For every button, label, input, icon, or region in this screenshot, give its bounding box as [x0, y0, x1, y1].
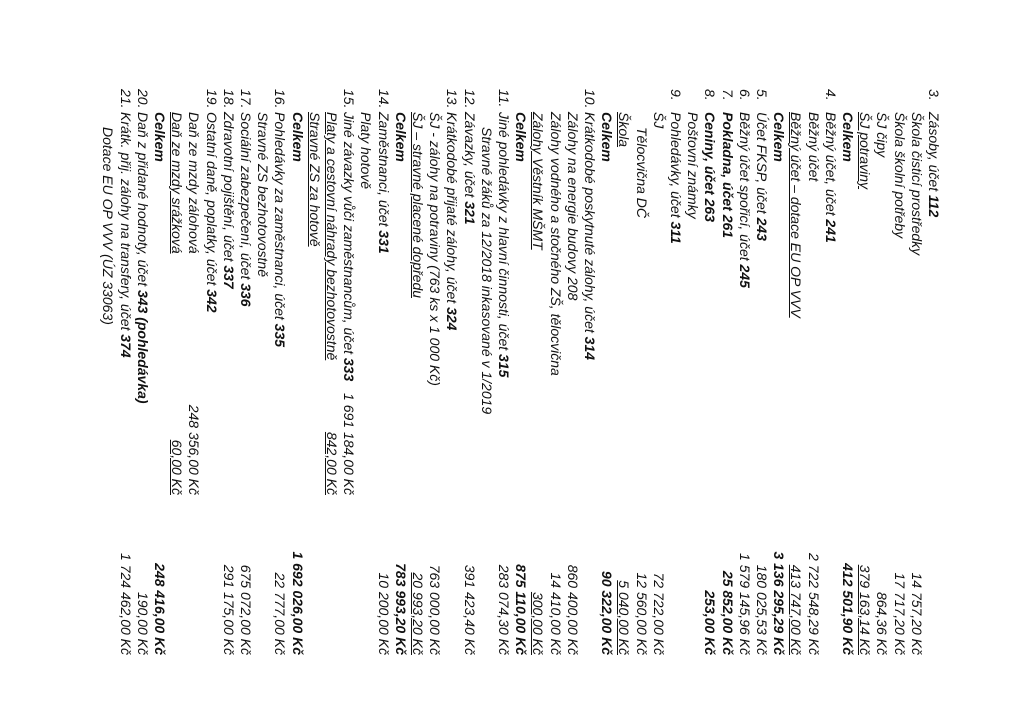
row-label [649, 112, 668, 128]
amount: 10 200,00 Kč [375, 572, 392, 655]
account-number: 333 [341, 357, 358, 382]
account-number: 342 [203, 289, 220, 313]
row-label-text: Krátk. přij. zálohy na transfery, účet [117, 112, 134, 335]
ledger-row [167, 85, 186, 685]
row-label-text: Škola [616, 112, 633, 148]
ledger-row [253, 85, 272, 685]
amount: 412 501,90 Kč [840, 563, 856, 655]
ledger-row [98, 85, 117, 685]
ledger-row [752, 85, 771, 685]
row-number: 6. [736, 89, 753, 101]
row-label-text: Sociální zabezpečení, účet [238, 112, 254, 284]
row-number: 11. [496, 89, 512, 108]
ledger-row [511, 85, 530, 685]
account-number: 343 (pohledávka) [134, 289, 151, 404]
row-number: 3. [926, 89, 942, 101]
row-label [666, 112, 685, 244]
row-label [838, 112, 857, 162]
row-label [614, 112, 633, 147]
row-number: 8. [702, 89, 719, 101]
row-label [184, 112, 203, 254]
row-label [907, 112, 926, 255]
row-label [700, 112, 719, 222]
row-label-text: Škola školní potřeby [891, 112, 908, 239]
row-label-text: Účet FKSP, účet [754, 112, 770, 218]
amount: 291 175,00 Kč [220, 564, 237, 655]
subamount: 1 691 184,00 Kč [341, 393, 358, 495]
account-number: 241 [822, 219, 839, 243]
row-label-text: Platy hotově [358, 112, 375, 190]
row-label [150, 112, 169, 162]
row-label-text: Zálohy vodného a stočného ZŠ, tělocvična [547, 112, 564, 376]
row-label-text: ŠJ čipy [874, 112, 891, 158]
row-label [116, 112, 135, 358]
row-label [219, 112, 238, 289]
row-label [425, 112, 444, 386]
amount: 860 400,00 Kč [564, 564, 581, 655]
ledger-row [116, 85, 135, 685]
row-label-text: Krátkodobé poskytnuté zálohy, účet [582, 112, 598, 337]
row-label-text: Tělocvična DČ [633, 127, 650, 219]
row-label-text: Daň z přidané hodnoty, účet [134, 112, 151, 290]
subamount: 60,00 Kč [169, 439, 186, 495]
account-number: 261 [719, 214, 736, 239]
account-number: 314 [582, 336, 598, 361]
ledger-row [219, 85, 238, 685]
ledger-row [924, 85, 943, 685]
ledger-row [804, 85, 823, 685]
ledger-row [614, 85, 633, 685]
row-label [924, 112, 943, 217]
ledger-row [202, 85, 221, 685]
row-number: 7. [719, 89, 736, 101]
row-number: 5. [754, 89, 770, 101]
row-label [442, 112, 461, 330]
row-label-text: Platy a cestovní náhrady bezhotovostně [324, 112, 340, 361]
ledger-row [700, 85, 719, 685]
amount: 25 852,00 Kč [719, 570, 736, 655]
ledger-row [425, 85, 444, 685]
row-label-text: Celkem [513, 112, 530, 162]
row-label-text: Jiné pohledávky z hlavní činnosti, účet [496, 112, 512, 355]
row-number: 10. [582, 89, 598, 109]
account-number: 243 [754, 217, 770, 241]
amount: 190,00 Kč [134, 591, 151, 655]
amount: 90 322,00 Kč [599, 570, 616, 655]
row-label [528, 112, 547, 250]
ledger-row [477, 85, 496, 685]
ledger-row [184, 85, 203, 685]
row-label-text: Běžný účet – dotace EU OP VVV [788, 112, 805, 318]
row-label [580, 112, 599, 360]
amount: 875 110,00 Kč [513, 564, 530, 655]
ledger-row [563, 85, 582, 685]
account-number: 324 [444, 307, 461, 331]
ledger-row [305, 85, 324, 685]
row-number: 16. [272, 89, 289, 109]
ledger-row [683, 85, 702, 685]
row-label [769, 112, 788, 162]
amount: 283 074,30 Kč [496, 564, 512, 655]
ledger-row [408, 85, 427, 685]
account-number: 336 [238, 283, 254, 307]
ledger-row [494, 85, 513, 685]
row-label-text: Stravné ZS za hotově [306, 112, 323, 247]
amount: 2 722 548,29 Kč [805, 553, 822, 655]
row-label [855, 112, 874, 189]
account-number: 263 [702, 198, 719, 222]
amount: 14 757,20 Kč [908, 572, 925, 655]
ledger-row [632, 85, 651, 685]
amount: 1 692 026,00 Kč [289, 551, 306, 655]
row-label [752, 112, 771, 241]
ledger-row [597, 85, 616, 685]
row-number: 12. [461, 89, 478, 109]
row-label [167, 112, 186, 254]
row-label [133, 112, 152, 404]
row-label-text: ŠJ - zálohy na potraviny (763 ks x 1 000 Kč) [427, 112, 444, 386]
row-label-text: Celkem [599, 112, 616, 162]
row-label [718, 112, 737, 238]
row-label [356, 112, 375, 189]
row-label [735, 112, 754, 288]
account-number: 321 [461, 201, 478, 225]
ledger-row [580, 85, 599, 685]
account-number: 335 [272, 323, 289, 348]
amount: 14 410,00 Kč [547, 572, 564, 655]
row-label-text: Zálohy na energie budovy 208 [564, 112, 581, 301]
row-label-text: Dotace EU OP VVV (ÚZ 33063) [100, 127, 117, 325]
account-number: 245 [736, 264, 753, 288]
row-number: 9. [668, 89, 684, 101]
row-label-text: Běžný účet [805, 112, 822, 182]
row-label [98, 127, 117, 325]
row-label-text: Pokladna, účet [719, 112, 736, 215]
amount: 253,00 Kč [702, 590, 719, 655]
row-label-text: Závazky, účet [461, 112, 478, 202]
account-number: 374 [117, 334, 134, 358]
row-number: 17. [238, 89, 254, 109]
row-label [288, 112, 307, 162]
row-label [511, 112, 530, 162]
row-label [305, 112, 324, 247]
account-number: 331 [375, 230, 392, 254]
row-label [786, 112, 805, 318]
row-label-text: Krátkodobé přijaté zálohy, účet [444, 112, 461, 308]
row-number: 4. [822, 89, 839, 101]
row-label [890, 112, 909, 238]
amount: 248 416,00 Kč [152, 563, 168, 655]
row-label-text: Běžný účet, účet [822, 112, 839, 220]
row-label-text: Celkem [771, 112, 788, 162]
ledger-row [391, 85, 410, 685]
ledger-row [374, 85, 393, 685]
ledger-row [133, 85, 152, 685]
row-label-text: Celkem [392, 112, 409, 162]
row-label-text: Škola čisticí prostředky [908, 112, 925, 256]
row-label [270, 112, 289, 347]
row-number: 18. [220, 89, 237, 109]
amount: 180 025,53 Kč [754, 564, 770, 655]
ledger-row [442, 85, 461, 685]
ledger-row [528, 85, 547, 685]
amount: 763 000,00 Kč [427, 564, 444, 655]
row-label [597, 112, 616, 162]
subamount: 842,00 Kč [324, 431, 340, 495]
row-label [821, 112, 840, 243]
row-label [374, 112, 393, 254]
row-label-text: Zálohy Věstník MŠMT [530, 112, 547, 250]
row-label-text: ŠJ [650, 112, 667, 129]
ledger-row [907, 85, 926, 685]
ledger-row [718, 85, 737, 685]
subamount: 248 356,00 Kč [186, 404, 203, 495]
row-label [460, 112, 479, 225]
row-label-text: Celkem [152, 112, 168, 162]
row-label-text: Stravné žáků za 12/2018 inkasované v 1/2019 [478, 127, 495, 415]
ledger-row [150, 85, 169, 685]
ledger-row [288, 85, 307, 685]
ledger-row [838, 85, 857, 685]
row-label-text: Celkem [289, 112, 306, 162]
ledger-row [786, 85, 805, 685]
amount: 1 579 145,96 Kč [736, 553, 753, 655]
amount: 22 777,00 Kč [272, 572, 289, 655]
row-label-text: Stravné ZS bezhotovostně [255, 112, 272, 277]
amount: 1 724 462,00 Kč [117, 553, 134, 655]
row-label [494, 112, 513, 377]
amount: 391 423,40 Kč [461, 564, 478, 655]
account-number: 337 [220, 265, 237, 289]
amount: 783 993,20 Kč [392, 563, 409, 655]
amount: 3 136 295,29 Kč [771, 551, 788, 655]
amount: 413 747,00 Kč [788, 564, 805, 655]
ledger-row [270, 85, 289, 685]
row-label [253, 112, 272, 277]
row-label-text: Pohledávky za zaměstnanci, účet [272, 112, 289, 324]
ledger-row [821, 85, 840, 685]
row-label [683, 112, 702, 219]
row-label [391, 112, 410, 162]
row-label-text: Celkem [840, 112, 856, 162]
account-number: 311 [668, 221, 684, 244]
ledger-row [356, 85, 375, 685]
ledger-row [890, 85, 909, 685]
row-label [322, 112, 341, 360]
row-number: 13. [444, 89, 461, 109]
ledger-row [769, 85, 788, 685]
ledger-row [666, 85, 685, 685]
ledger-row [322, 85, 341, 685]
row-label [632, 127, 651, 218]
row-label-text: Zaměstnanci, účet [375, 112, 392, 231]
row-label-text: Pohledávky, účet [668, 112, 684, 222]
ledger-row [735, 85, 754, 685]
row-number: 20. [134, 89, 151, 109]
amount: 5 040,00 Kč [616, 580, 633, 655]
ledger-row [649, 85, 668, 685]
row-label [804, 112, 823, 181]
row-label [872, 112, 891, 157]
amount: 20 993,20 Kč [410, 572, 426, 655]
ledger-row [872, 85, 891, 685]
ledger-row [460, 85, 479, 685]
row-label-text: Jiné závazky vůči zaměstnancům, účet [341, 112, 358, 358]
row-label-text: Zdravotní pojištění, účet [220, 112, 237, 266]
account-number: 112 [926, 195, 942, 218]
row-label [546, 112, 565, 376]
row-label-text: Daň ze mzdy zálohová [186, 112, 203, 254]
row-label [236, 112, 255, 307]
ledger-row [339, 85, 358, 685]
account-number: 315 [496, 354, 512, 378]
row-label-text: Daň ze mzdy srážková [169, 112, 186, 254]
amount: 379 163,14 Kč [857, 564, 874, 655]
row-number: 14. [375, 89, 392, 109]
amount: 864,36 Kč [874, 591, 891, 655]
amount: 72 722,00 Kč [650, 572, 667, 655]
amount: 300,00 Kč [530, 591, 547, 655]
row-label-text: Poštovní známky [685, 112, 702, 219]
row-label-text: ŠJ potraviny [857, 112, 874, 190]
ledger-row [855, 85, 874, 685]
row-label-text: Zásoby, účet [926, 112, 942, 196]
row-label-text: ŠJ – stravné placené dopředu [410, 112, 426, 299]
row-number: 19. [203, 89, 220, 109]
row-number: 15. [341, 89, 358, 109]
row-label [563, 112, 582, 300]
row-label-text: Ostatní daně, poplatky, účet [203, 112, 220, 290]
amount: 17 717,20 Kč [891, 572, 908, 655]
amount: 675 072,00 Kč [238, 564, 254, 655]
row-label [408, 112, 427, 298]
row-number: 21. [117, 89, 134, 109]
amount: 12 560,00 Kč [633, 572, 650, 655]
ledger-row [546, 85, 565, 685]
row-label-text: Běžný účet spořicí, účet [736, 112, 753, 265]
ledger-row [236, 85, 255, 685]
row-label-text: Ceniny, účet [702, 112, 719, 199]
balance-sheet-inventory [73, 85, 943, 685]
row-label [202, 112, 221, 313]
row-label [477, 127, 496, 414]
